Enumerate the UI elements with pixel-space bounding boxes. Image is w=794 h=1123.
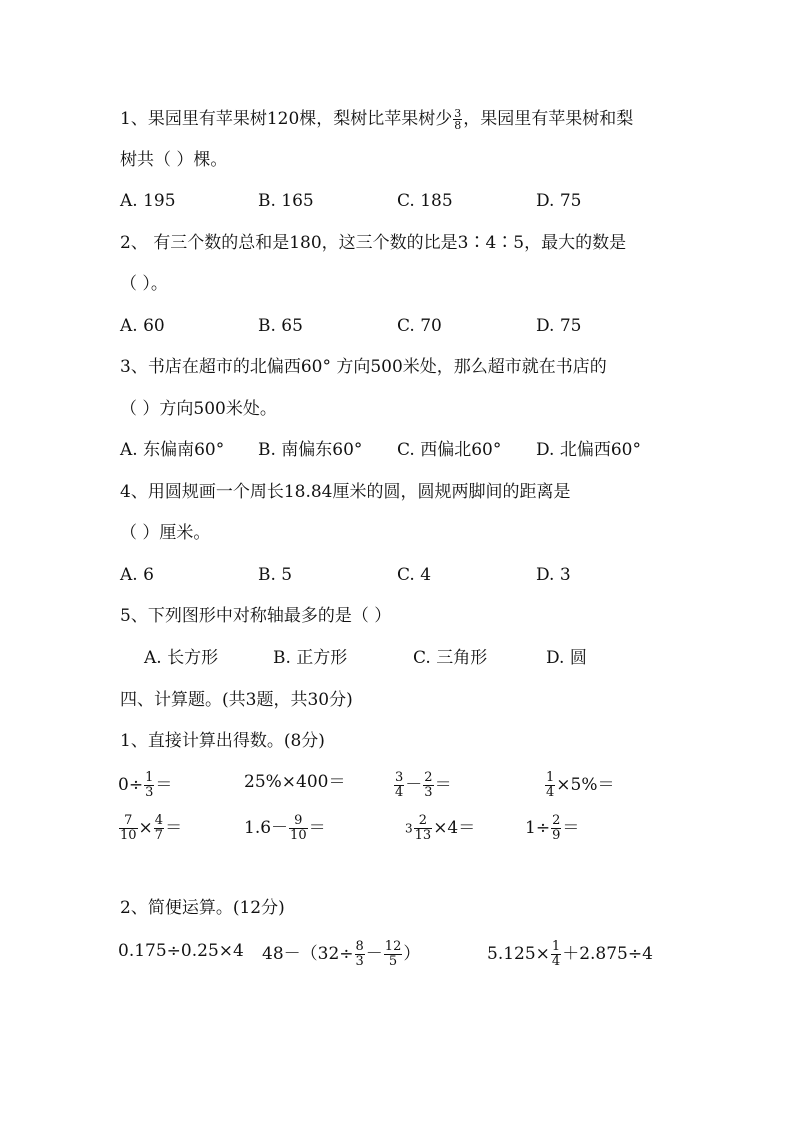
q2-line2: （ ）。: [120, 274, 168, 294]
r2b-frac: [289, 814, 308, 843]
q1-frac-num: 3: [454, 107, 462, 120]
r2d-den: 9: [552, 828, 561, 843]
q4-option-b: B. 5: [258, 565, 293, 585]
r2c-int: 3: [405, 821, 413, 836]
r1c-den1: 4: [395, 785, 404, 800]
q1-line2: 树共（ ）棵。: [120, 150, 228, 170]
q4-line1: 4、用圆规画一个周长18.84厘米的圆，圆规两脚间的距离是: [120, 482, 571, 502]
e3-post: ＋2.875÷4: [562, 944, 653, 964]
q5-option-c: C. 三角形: [413, 648, 488, 668]
e2-post: ）: [403, 944, 421, 964]
q3-option-d: D. 北偏西60°: [536, 440, 641, 460]
e3-num: 1: [551, 939, 561, 954]
q4-option-a: A. 6: [120, 565, 154, 585]
e2-frac2: [384, 940, 403, 969]
calc2-expr-1: 0.175÷0.25×4: [118, 941, 244, 961]
section-title: 四、计算题。(共3题，共30分): [120, 690, 353, 710]
q4-option-c: C. 4: [397, 565, 432, 585]
r1c-num2: 2: [424, 770, 433, 785]
q3-line2: （ ）方向500米处。: [120, 399, 277, 419]
calc1-r1-c: [393, 771, 452, 800]
r2b-post: ＝: [308, 818, 326, 838]
r2a-num2: 4: [154, 813, 164, 828]
calc2-expr-2: [262, 940, 420, 969]
e3-pre: 5.125×: [487, 944, 550, 964]
e3-den: 4: [551, 954, 561, 969]
r2b-num: 9: [294, 813, 303, 828]
calc1-r2-d: [525, 814, 579, 843]
r1a-frac: [144, 771, 154, 800]
q2-option-d: D. 75: [536, 316, 582, 336]
q5-option-a: A. 长方形: [144, 648, 219, 668]
e2-pre: 48－（32÷: [262, 944, 354, 964]
r1a-num: 1: [145, 770, 154, 785]
q3-line1: 3、书店在超市的北偏西60° 方向500米处，那么超市就在书店的: [120, 357, 607, 377]
r1c-den2: 3: [424, 785, 433, 800]
e2-den2: 5: [384, 954, 403, 969]
q2-option-a: A. 60: [120, 316, 165, 336]
q1-line1: [120, 108, 633, 131]
e2-frac1: [355, 940, 365, 969]
r1c-post: ＝: [434, 775, 452, 795]
q5-option-b: B. 正方形: [273, 648, 348, 668]
calc1-r2-c: [405, 814, 475, 843]
q1-text-post: ，果园里有苹果树和梨: [463, 109, 634, 129]
q4-option-d: D. 3: [536, 565, 571, 585]
r2a-post: ＝: [165, 818, 183, 838]
calc1-r1-b: 25%×400＝: [244, 772, 346, 792]
r1d-num: 1: [546, 770, 555, 785]
calc1-r1-a: [118, 771, 172, 800]
r1d-den: 4: [546, 785, 555, 800]
calc2-expr-3: [487, 940, 653, 969]
q5-line1: 5、下列图形中对称轴最多的是（ ）: [120, 606, 392, 626]
r1a-post: ＝: [155, 775, 173, 795]
q1-option-b: B. 165: [258, 191, 314, 211]
r1c-num1: 3: [395, 770, 404, 785]
q1-option-d: D. 75: [536, 191, 582, 211]
r1c-op: －: [405, 775, 423, 795]
r1d-frac: [545, 771, 555, 800]
q2-option-b: B. 65: [258, 316, 303, 336]
calc1-r2-a: [118, 814, 182, 843]
r2c-frac: [414, 814, 433, 843]
r2a-frac2: [154, 814, 164, 843]
q3-option-b: B. 南偏东60°: [258, 440, 363, 460]
calc1-title: 1、直接计算出得数。(8分): [120, 731, 325, 751]
q3-option-a: A. 东偏南60°: [120, 440, 225, 460]
q2-option-c: C. 70: [397, 316, 442, 336]
e2-num2: 12: [384, 939, 402, 954]
e3-frac: [551, 940, 561, 969]
r2c-den: 13: [414, 828, 432, 843]
q1-text-pre: 1、果园里有苹果树120棵，梨树比苹果树少: [120, 109, 453, 129]
q1-frac-den: 8: [454, 119, 462, 132]
r2b-pre: 1.6－: [244, 818, 289, 838]
q1-option-a: A. 195: [120, 191, 176, 211]
r2c-post: ×4＝: [433, 818, 476, 838]
calc1-r2-b: [244, 814, 326, 843]
calc2-title: 2、简便运算。(12分): [120, 898, 285, 918]
r1c-frac2: [423, 771, 433, 800]
r2c-num: 2: [418, 813, 428, 828]
r1a-den: 3: [145, 785, 154, 800]
r1a-pre: 0÷: [118, 775, 144, 795]
r1c-frac1: [394, 771, 404, 800]
q5-option-d: D. 圆: [546, 648, 587, 668]
q4-line2: （ ）厘米。: [120, 523, 211, 543]
r2a-num1: 7: [124, 813, 133, 828]
q2-line1: 2、 有三个数的总和是180，这三个数的比是3∶4∶5，最大的数是: [120, 233, 627, 253]
e2-num1: 8: [355, 939, 364, 954]
q1-option-c: C. 185: [397, 191, 453, 211]
q1-fraction: [453, 108, 462, 131]
e2-den1: 3: [355, 954, 364, 969]
calc1-r1-d: [544, 771, 615, 800]
r1d-post: ×5%＝: [556, 775, 615, 795]
q3-option-c: C. 西偏北60°: [397, 440, 502, 460]
r2b-den: 10: [290, 828, 307, 843]
e2-op: －: [365, 944, 383, 964]
r2d-pre: 1÷: [525, 818, 551, 838]
r2d-frac: [551, 814, 561, 843]
r2a-den2: 7: [154, 828, 164, 843]
r2a-frac1: [119, 814, 138, 843]
r2d-num: 2: [552, 813, 561, 828]
r2a-den1: 10: [120, 828, 137, 843]
r2d-post: ＝: [562, 818, 580, 838]
r2a-op: ×: [138, 818, 153, 838]
